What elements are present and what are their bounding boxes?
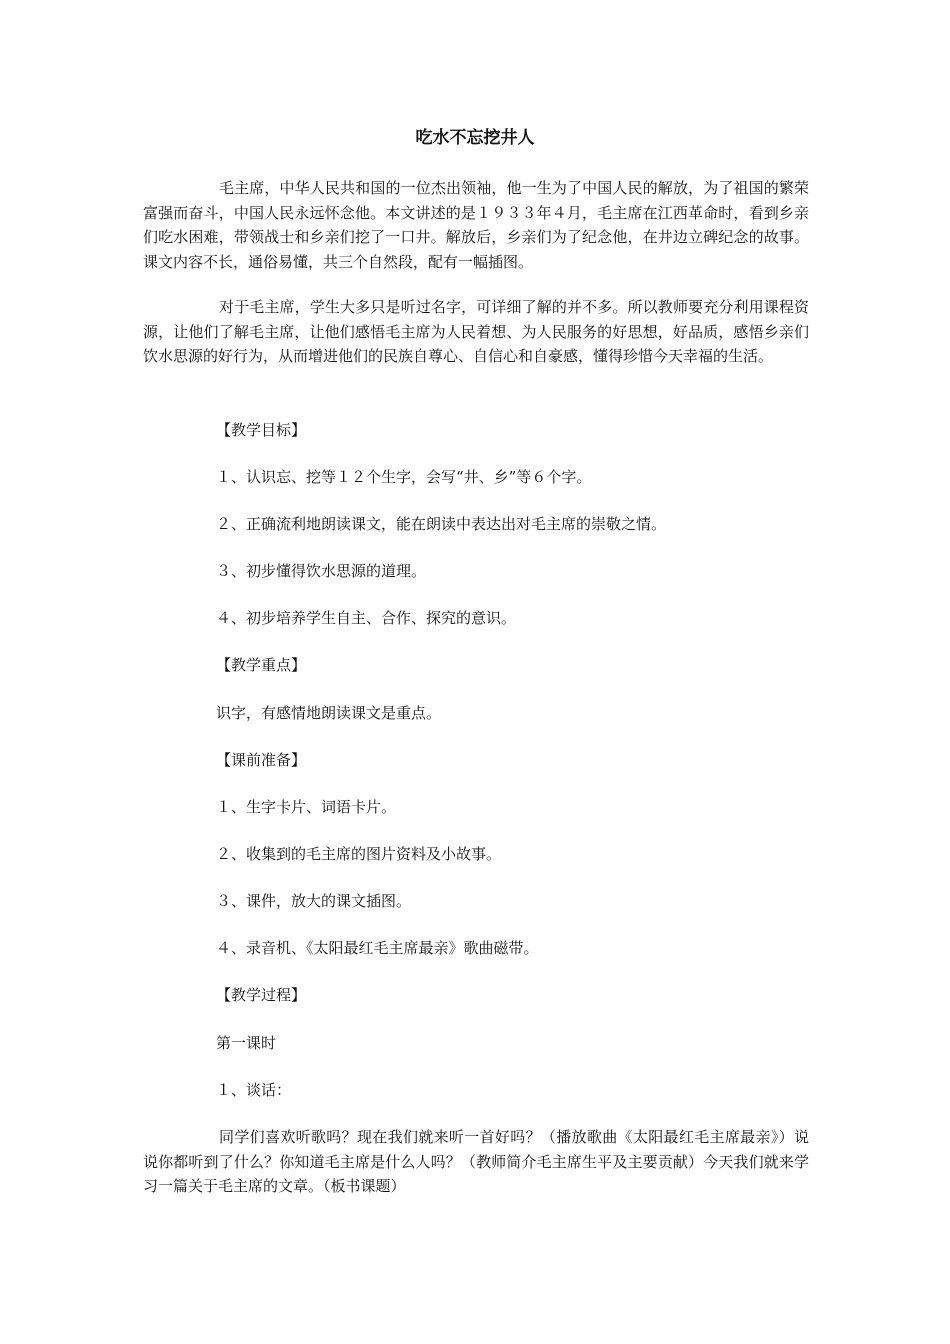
key-points-text: 识字，有感情地朗读课文是重点。 [216, 704, 442, 722]
talk-paragraph: 同学们喜欢听歌吗？现在我们就来听一首好吗？（播放歌曲《太阳最红毛主席最亲》）说说你都听到了什么？你知道毛主席是什么人吗？（教师简介毛主席生平及主要贡献）今天我们就来学习一篇关于毛主席的文章。（板书课题） [143, 1128, 809, 1195]
preparation-heading: 【课前准备】 [216, 751, 307, 769]
goal-item-1: １、认识忘、挖等１２个生字，会写“井、乡”等６个字。 [216, 468, 592, 486]
goal-item-2: ２、正确流利地朗读课文，能在朗读中表达出对毛主席的崇敬之情。 [216, 515, 667, 533]
goal-item-3: ３、初步懂得饮水思源的道理。 [216, 562, 427, 580]
first-lesson-label: 第一课时 [216, 1034, 277, 1052]
students-paragraph: 对于毛主席，学生大多只是听过名字，可详细了解的并不多。所以教师要充分利用课程资源，让他们了解毛主席，让他们感悟毛主席为人民着想、为人民服务的好思想，好品质，感悟乡亲们饮水思源的好行为，从而增进他们的民族自尊心、自信心和自豪感，懂得珍惜今天幸福的生活。 [143, 298, 809, 365]
prep-item-3: ３、课件，放大的课文插图。 [216, 892, 412, 910]
document-title: 吃水不忘挖井人 [415, 128, 535, 148]
talk-label: １、谈话： [216, 1081, 292, 1099]
goal-item-4: ４、初步培养学生自主、合作、探究的意识。 [216, 609, 517, 627]
prep-item-1: １、生字卡片、词语卡片。 [216, 798, 397, 816]
intro-paragraph: 毛主席，中华人民共和国的一位杰出领袖，他一生为了中国人民的解放，为了祖国的繁荣富强而奋斗，中国人民永远怀念他。本文讲述的是１９３３年４月，毛主席在江西革命时，看到乡亲们吃水困难，带领战士和乡亲们挖了一口井。解放后，乡亲们为了纪念他，在井边立碑纪念的故事。课文内容不长，通俗易懂，共三个自然段，配有一幅插图。 [143, 179, 809, 271]
key-points-heading: 【教学重点】 [216, 656, 307, 674]
process-heading: 【教学过程】 [216, 986, 307, 1004]
prep-item-4: ４、录音机、《太阳最红毛主席最亲》歌曲磁带。 [216, 939, 539, 957]
goals-heading: 【教学目标】 [216, 421, 307, 439]
prep-item-2: ２、收集到的毛主席的图片资料及小故事。 [216, 845, 502, 863]
